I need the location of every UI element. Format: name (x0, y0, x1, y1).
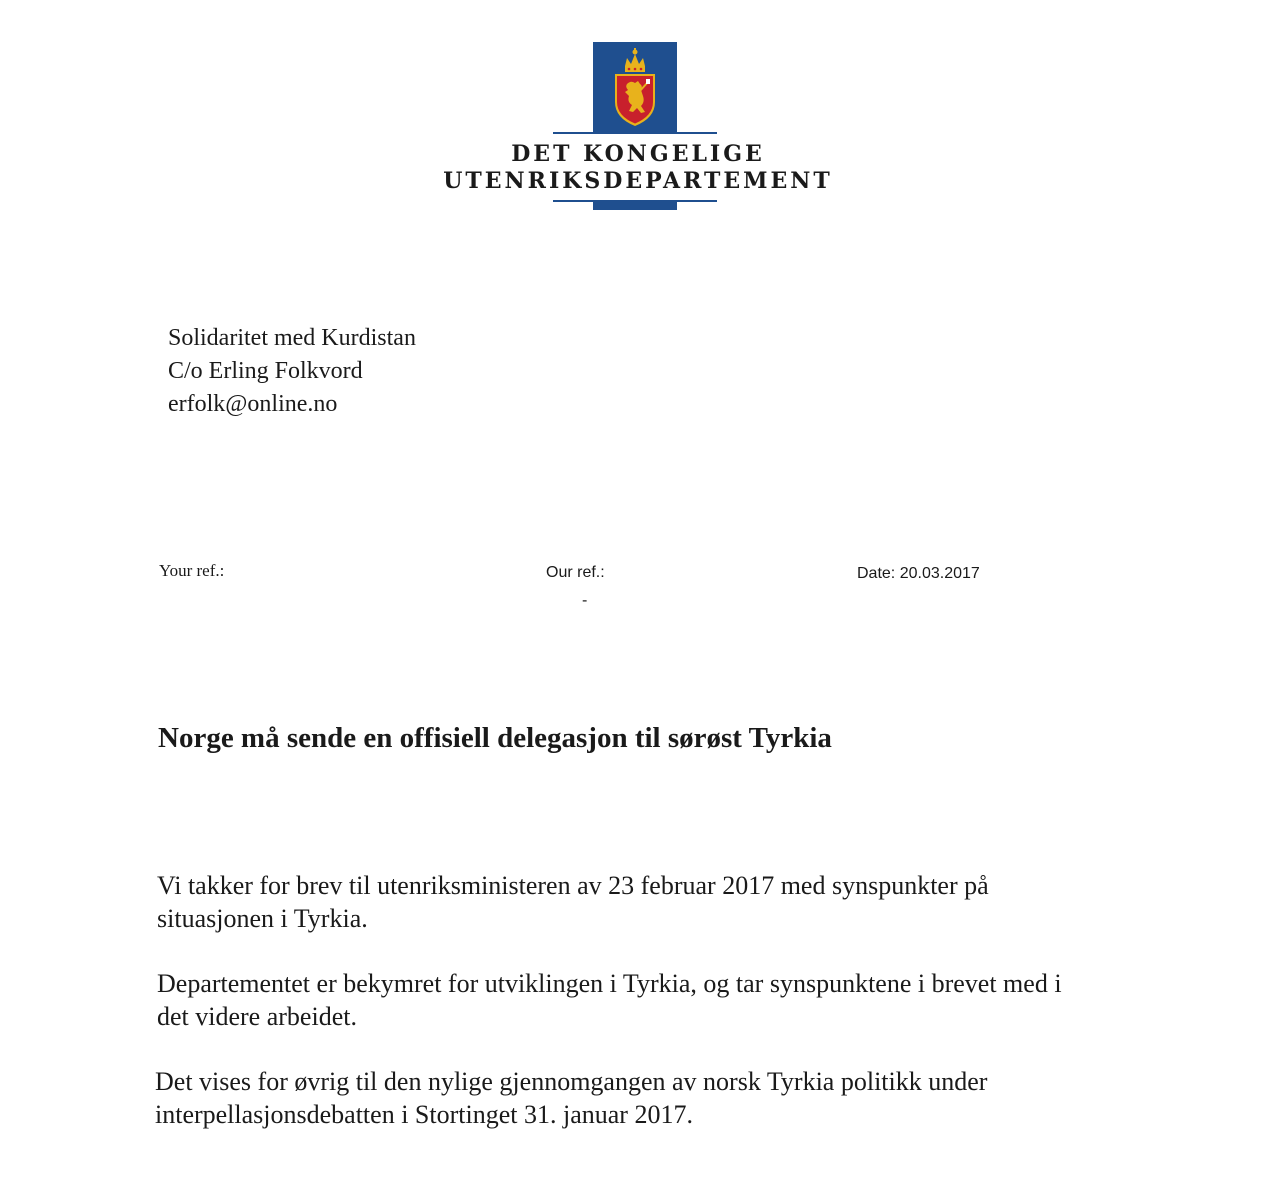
body-paragraph-1 (157, 869, 1157, 935)
date-value: 20.03.2017 (899, 565, 980, 582)
our-ref-value: - (582, 592, 588, 609)
coat-of-arms-icon (605, 46, 665, 130)
paragraph-line: Vi takker for brev til utenriksministeren av 23 februar 2017 med synspunkter på (157, 871, 989, 900)
recipient-email: erfolk@online.no (168, 391, 338, 417)
paragraph-line: Departementet er bekymret for utviklingen i Tyrkia, og tar synspunktene i brevet med i (157, 969, 1062, 998)
recipient-organization: Solidaritet med Kurdistan (168, 325, 416, 351)
recipient-contact: C/o Erling Folkvord (168, 358, 363, 384)
letterhead-tab (593, 200, 677, 210)
paragraph-line: situasjonen i Tyrkia. (157, 904, 368, 933)
paragraph-line: Det vises for øvrig til den nylige gjennomgangen av norsk Tyrkia politikk under (155, 1067, 988, 1096)
letterhead-emblem (593, 42, 677, 132)
our-ref-label: Our ref.: (546, 564, 605, 581)
letter-subject: Norge må sende en offisiell delegasjon til sørøst Tyrkia (158, 722, 832, 754)
paragraph-line: interpellasjonsdebatten i Stortinget 31. januar 2017. (155, 1100, 693, 1129)
organization-name-line1: DET KONGELIGE (511, 141, 765, 167)
body-paragraph-2 (157, 967, 1157, 1033)
letter-date (857, 565, 980, 583)
your-ref-label: Your ref.: (159, 561, 225, 580)
recipient-address (168, 322, 416, 421)
organization-name-line2: UTENRIKSDEPARTEMENT (443, 168, 833, 194)
date-label: Date: (857, 565, 896, 582)
letterhead-rule-top (553, 132, 717, 134)
body-paragraph-3 (155, 1065, 1155, 1131)
paragraph-line: det videre arbeidet. (157, 1002, 357, 1031)
